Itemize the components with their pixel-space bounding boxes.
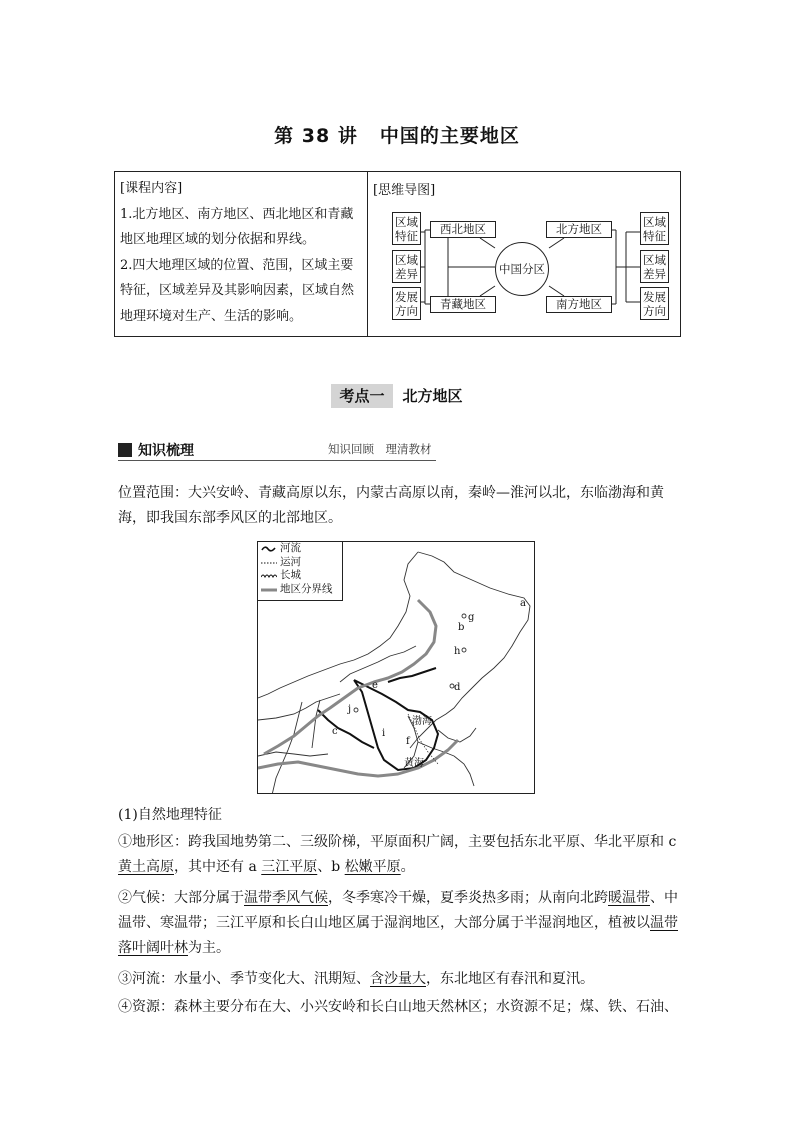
legend-item: 河流 [258,542,342,556]
mindmap-center: 中国分区 [495,242,549,296]
mindmap-right-direction: 发展 方向 [640,287,669,320]
map-label-e: e [372,680,378,691]
map-legend [258,542,343,601]
river-icon [261,545,277,553]
features-heading: (1)自然地理特征 [118,807,222,823]
intro-box [114,171,681,337]
section-name: 北方地区 [402,387,463,405]
map-label-c: c [332,726,338,737]
mindmap-north: 北方地区 [546,221,612,238]
map-label-i: i [382,728,386,739]
map-label-b: b [458,622,465,633]
canal-icon [261,559,277,567]
mindmap-right-feature: 区域 特征 [640,212,669,245]
legend-item: 地区分界线 [258,583,342,597]
map-label-huanghai: 黄海 [404,758,424,769]
page-title: 第 38 讲 中国的主要地区 [274,125,520,147]
map-label-h: h [454,646,461,657]
rivers-paragraph: ③河流：水量小、季节变化大、汛期短、含沙量大，东北地区有春汛和夏汛。 [118,971,594,987]
boundary-icon [261,586,277,594]
map-label-a: a [520,598,526,609]
mindmap-right-difference: 区域 差异 [640,250,669,283]
resources-paragraph: ④资源：森林主要分布在大、小兴安岭和长白山地天然林区；水资源不足；煤、铁、石油、 [118,999,678,1015]
map-label-g: g [468,612,475,623]
map-label-bohai: 渤海 [412,716,432,727]
location-paragraph: 位置范围：大兴安岭、青藏高原以东，内蒙古高原以南，秦岭—淮河以北，东临渤海和黄海，即我国东部季风区的北部地区。 [118,485,664,526]
divider [118,460,436,461]
section-heading [0,385,794,406]
course-content [115,172,368,336]
mindmap-south: 南方地区 [546,296,612,313]
mindmap-left-direction: 发展 方向 [392,287,421,320]
mind-map-heading: [思维导图] [373,183,436,198]
knowledge-bar [118,438,438,462]
terrain-paragraph: ①地形区：跨我国地势第二、三级阶梯，平原面积广阔，主要包括东北平原、华北平原和 c 黄土高原，其中还有 a 三江平原、b 松嫩平原。 [118,834,677,875]
climate-paragraph: ②气候：大部分属于温带季风气候，冬季寒冷干燥，夏季炎热多雨；从南向北跨暖温带、中温带、寒温带；三江平原和长白山地区属于湿润地区，大部分属于半湿润地区，植被以温带落叶阔叶林为主。 [118,890,678,956]
map-label-f: f [406,736,410,747]
section-tag: 考点一 [331,384,392,408]
course-content-heading: [课程内容] [120,181,183,196]
course-content-item: 1.北方地区、南方地区、西北地区和青藏地区地理区域的划分依据和界线。 [120,206,354,247]
square-icon [118,443,132,457]
legend-item: 运河 [258,556,342,570]
great-wall-icon [261,572,277,580]
mindmap-left-feature: 区域 特征 [392,212,421,245]
mindmap-northwest: 西北地区 [430,221,496,238]
mindmap-left-difference: 区域 差异 [392,250,421,283]
legend-item: 长城 [258,569,342,583]
knowledge-title: 知识梳理 [138,443,194,459]
mindmap-qingzang: 青藏地区 [430,296,496,313]
mind-map [368,172,680,336]
map-label-j: j [348,704,352,715]
north-china-map [257,541,535,794]
knowledge-subtitle: 知识回顾 理清教材 [328,442,432,456]
course-content-item: 2.四大地理区域的位置、范围，区域主要特征，区域差异及其影响因素，区域自然地理环境对生产、生活的影响。 [120,257,355,324]
map-label-d: d [454,682,461,693]
